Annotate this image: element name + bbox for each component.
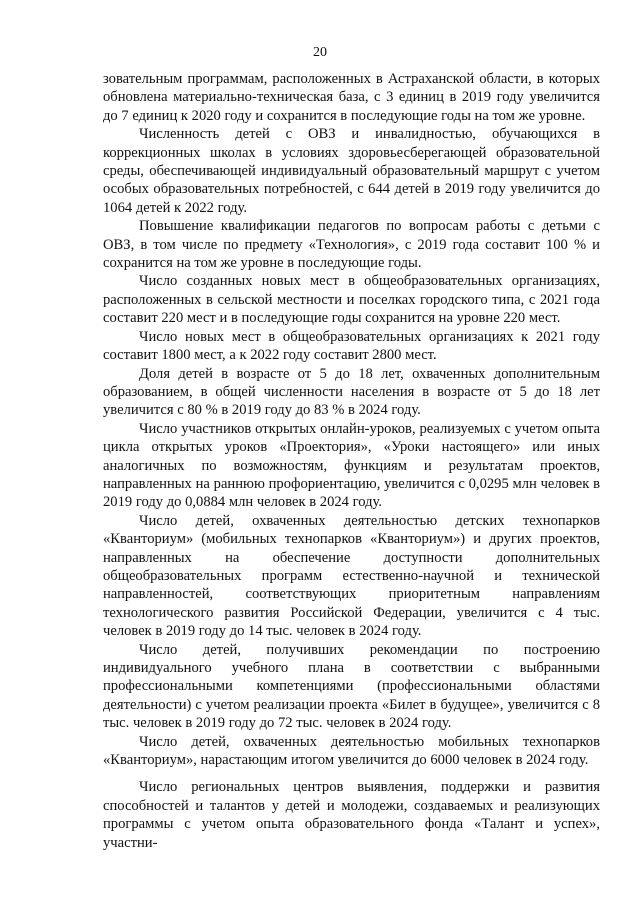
paragraph-ticket-to-future: Число детей, получивших рекомендации по построению индивидуального учебного плана в соответствии с выбранными профессиональными компетенциями (профессиональными областями деятельности) с учетом реализации проекта «Билет в будущее», увеличится с 8 тыс. человек в 2019 году до 72 тыс. человек в 2024 году. <box>103 641 600 732</box>
paragraph-educational-programs-continuation: зовательным программам, расположенных в Астраханской области, в которых обновлена материально-техническая база, с 3 единиц в 2019 году увеличится до 7 единиц к 2020 году и сохранится в последующие годы на том же уровне. <box>103 71 600 124</box>
page-number: 20 <box>313 45 327 60</box>
paragraph-new-school-places: Число новых мест в общеобразовательных организациях к 2021 году составит 1800 мест, а к 2022 году составит 2800 мест. <box>103 328 600 364</box>
paragraph-mobile-technoparks: Число детей, охваченных деятельностью мобильных технопарков «Кванториум», нарастающим итогом увеличится до 6000 человек в 2024 году. <box>103 733 600 769</box>
paragraph-online-lessons: Число участников открытых онлайн-уроков, реализуемых с учетом опыта цикла открытых уроков «Проектория», «Уроки настоящего» или иных аналогичных по возможностям, функциям и результатам проектов, направленных на раннюю профориентацию, увеличится с 0,0295 млн человек в 2019 году до 0,0884 млн человек в 2024 году. <box>103 420 600 511</box>
paragraph-teacher-qualification: Повышение квалификации педагогов по вопросам работы с детьми с ОВЗ, в том числе по предмету «Технология», с 2019 года составит 100 % и сохранится на том же уровне в последующие годы. <box>103 218 600 272</box>
paragraph-talent-centers: Число региональных центров выявления, поддержки и развития способностей и талантов у детей и молодежи, создаваемых и реализующих программы с учетом опыта образовательного фонда «Талант и успех», участни- <box>103 779 600 851</box>
paragraph-additional-education-share: Доля детей в возрасте от 5 до 18 лет, охваченных дополнительным образованием, в общей численности населения в возрасте от 5 до 18 лет увеличится с 80 % в 2019 году до 83 % в 2024 году. <box>103 365 600 419</box>
document-body <box>103 70 600 852</box>
paragraph-rural-school-places: Число созданных новых мест в общеобразовательных организациях, расположенных в сельской местности и поселках городского типа, с 2021 года составит 220 мест и в последующие годы сохранится на уровне 220 мест. <box>103 273 600 327</box>
paragraph-children-with-disabilities: Численность детей с ОВЗ и инвалидностью, обучающихся в коррекционных школах в условиях здоровьесберегающей образовательной среды, обеспечивающей индивидуальный образовательный маршрут с учетом особых образовательных потребностей, с 644 детей в 2019 году увеличится до 1064 детей к 2022 году. <box>103 126 600 216</box>
paragraph-kvantorium-technoparks: Число детей, охваченных деятельностью детских технопарков «Кванториум» (мобильных технопарков «Кванториум») и других проектов, направленных на обеспечение доступности дополнительных общеобразовательных программ естественно-научной и технической направленностей, соответствующих приоритетным направлениям технологического развития Российской Федерации, увеличится с 4 тыс. человек в 2019 году до 14 тыс. человек в 2024 году. <box>103 512 600 640</box>
